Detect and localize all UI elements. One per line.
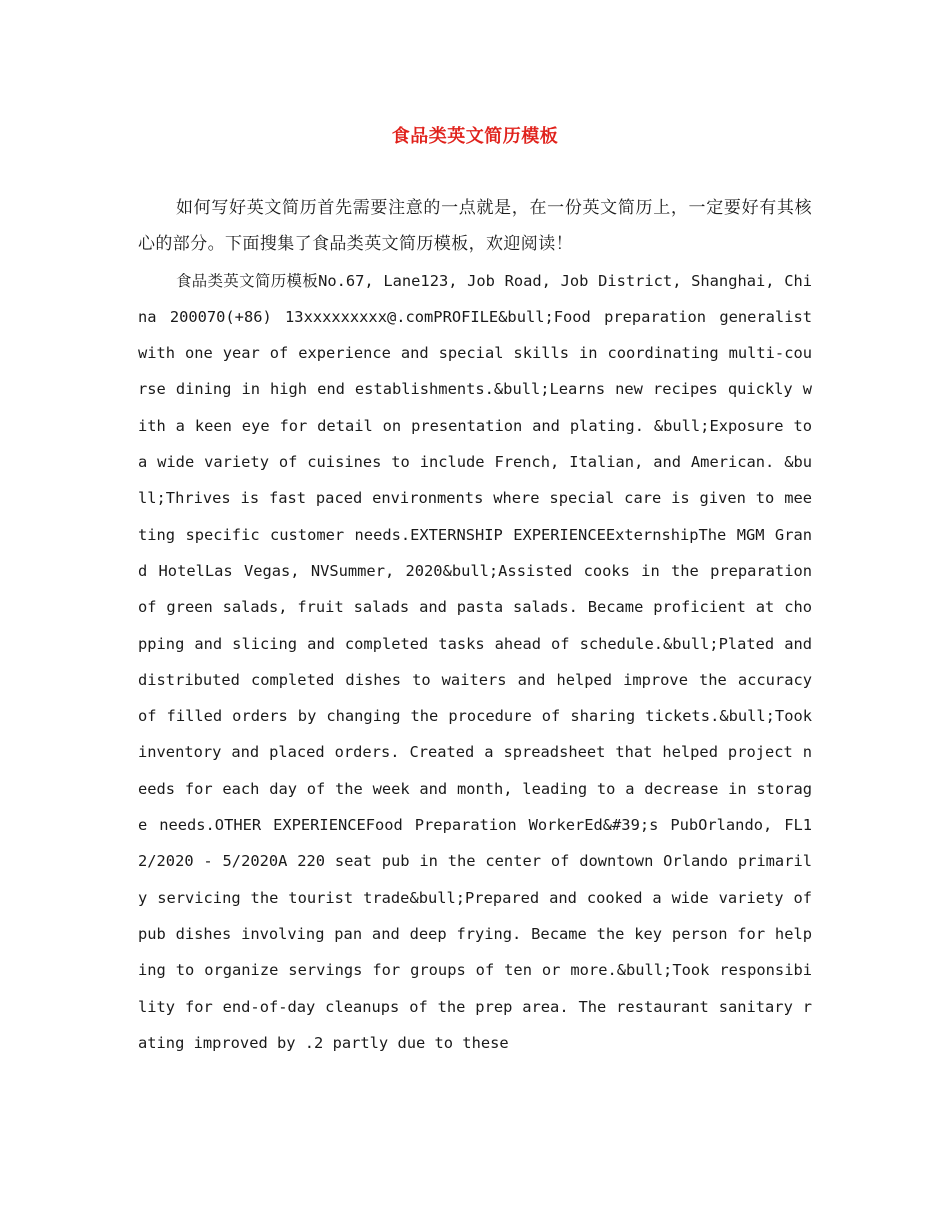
resume-template-paragraph: 食品类英文简历模板No.67, Lane123, Job Road, Job District, Shanghai, China 200070(+86) 13xxxxxxxxx@.comPROFILE&bull;Food preparation generalist with one year of experience and special skills in coordinating multi-course dining in high end establishments.&bull;Learns new recipes quickly with a keen eye for detail on presentation and plating. &bull;Exposure to a wide variety of cuisines to include French, Italian, and American. &bull;Thrives is fast paced environments where special care is given to meeting specific customer needs.EXTERNSHIP EXPERIENCEExternshipThe MGM Grand HotelLas Vegas, NVSummer, 2020&bull;Assisted cooks in the preparation of green salads, fruit salads and pasta salads. Became proficient at chopping and slicing and completed tasks ahead of schedule.&bull;Plated and distributed completed dishes to waiters and helped improve the accuracy of filled orders by changing the procedure of sharing tickets.&bull;Took inventory and placed orders. Created a spreadsheet that helped project needs for each day of the week and month, leading to a decrease in storage needs.OTHER EXPERIENCEFood Preparation WorkerEd&#39;s PubOrlando, FL12/2020 - 5/2020A 220 seat pub in the center of downtown Orlando primarily servicing the tourist trade&bull;Prepared and cooked a wide variety of pub dishes involving pan and deep frying. Became the key person for helping to organize servings for groups of ten or more.&bull;Took responsibility for end-of-day cleanups of the prep area. The restaurant sanitary rating improved by .2 partly due to these bbox=[138, 271, 812, 1052]
document-body bbox=[138, 190, 812, 1061]
document-title: 食品类英文简历模板 bbox=[391, 126, 559, 147]
intro-paragraph: 如何写好英文简历首先需要注意的一点就是，在一份英文简历上，一定要好有其核心的部分。下面搜集了食品类英文简历模板，欢迎阅读！ bbox=[138, 198, 812, 255]
